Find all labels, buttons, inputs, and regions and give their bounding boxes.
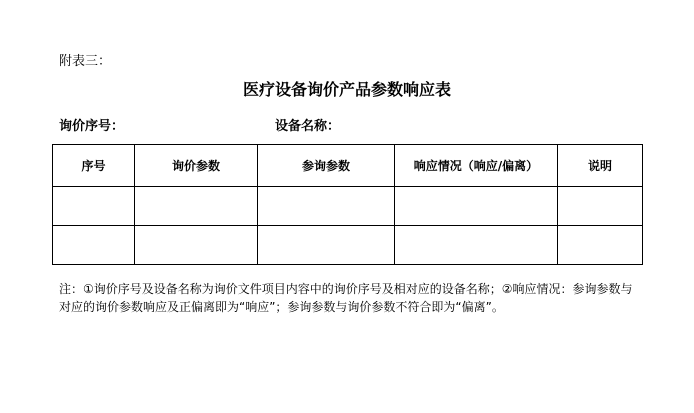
appendix-label: 附表三：: [59, 54, 112, 69]
table-header-row: [53, 145, 643, 187]
table-cell: [395, 226, 558, 265]
document-title: 医疗设备询价产品参数响应表: [242, 80, 451, 99]
table-cell: [53, 226, 135, 265]
inquiry-serial-label: 询价序号：: [59, 119, 125, 134]
footnote: 注：①询价序号及设备名称为询价文件项目内容中的询价序号及相对应的设备名称；②响应情况：参询参数与对应的询价参数响应及正偏离即为“响应”；参询参数与询价参数不符合即为“偏离”。: [59, 282, 633, 314]
table-cell: [558, 187, 643, 226]
header-inquiry-parameters: 询价参数: [135, 145, 258, 187]
table-cell: [135, 226, 258, 265]
table-row: [53, 187, 643, 226]
table-cell: [135, 187, 258, 226]
device-name-label: 设备名称：: [275, 119, 341, 134]
table-cell: [558, 226, 643, 265]
header-remarks: 说明: [558, 145, 643, 187]
table-cell: [53, 187, 135, 226]
header-response-status: 响应情况（响应/偏离）: [395, 145, 558, 187]
table-cell: [258, 187, 395, 226]
header-offered-parameters: 参询参数: [258, 145, 395, 187]
parameter-response-table: [52, 144, 643, 265]
table-cell: [258, 226, 395, 265]
header-serial-number: 序号: [53, 145, 135, 187]
table-row: [53, 226, 643, 265]
table-cell: [395, 187, 558, 226]
